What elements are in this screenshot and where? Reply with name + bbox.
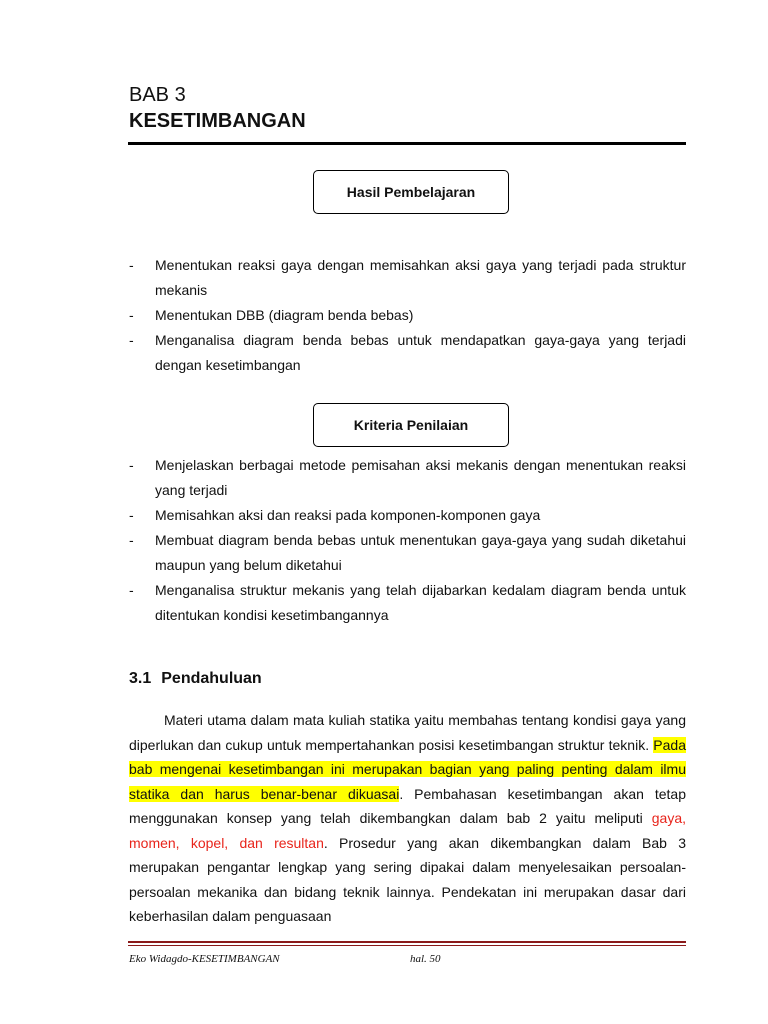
section-title: Pendahuluan — [161, 670, 262, 687]
list-marker: - — [129, 507, 134, 523]
list-item-text: Menganalisa diagram benda bebas untuk mendapatkan gaya-gaya yang terjadi dengan kesetimbangan — [155, 332, 686, 373]
section-heading — [129, 670, 262, 688]
learning-outcomes-heading-box — [313, 170, 509, 214]
list-item-text: Menganalisa struktur mekanis yang telah dijabarkan kedalam diagram benda untuk ditentukan kondisi kesetimbangannya — [155, 582, 686, 623]
list-item-text: Menjelaskan berbagai metode pemisahan aksi mekanis dengan menentukan reaksi yang terjadi — [155, 457, 686, 498]
paragraph-text: . Prosedur yang akan dikembangkan dalam Bab 3 merupakan pengantar lengkap yang sering dipakai dalam menyelesaikan persoalan-persoalan mekanika dan bidang teknik lainnya. Pendekatan ini merupakan dasar dari keberhasilan dalam penguasaan — [129, 834, 687, 924]
learning-outcomes-heading: Hasil Pembelajaran — [346, 184, 476, 200]
chapter-label: BAB 3 — [129, 84, 186, 106]
intro-paragraph — [129, 708, 686, 929]
footer-divider — [128, 941, 686, 943]
list-marker: - — [129, 307, 134, 323]
list-marker: - — [129, 532, 134, 548]
list-item-text: Menentukan reaksi gaya dengan memisahkan aksi gaya yang terjadi pada struktur mekanis — [155, 257, 686, 298]
list-marker: - — [129, 457, 134, 473]
list-item-text: Membuat diagram benda bebas untuk menentukan gaya-gaya yang sudah diketahui maupun yang belum diketahui — [155, 532, 686, 573]
chapter-title: KESETIMBANGAN — [129, 110, 306, 132]
highlighted-text: Pada bab mengenai kesetimbangan ini merupakan bagian yang paling penting dalam ilmu statika dan harus benar-benar dikuasai — [129, 736, 686, 802]
red-emphasis-text: gaya, momen, kopel, dan resultan — [129, 810, 686, 851]
assessment-criteria-heading-box — [313, 403, 509, 447]
footer-divider-thin — [128, 945, 686, 946]
list-marker: - — [129, 332, 134, 348]
list-item — [129, 528, 686, 578]
list-item-text: Menentukan DBB (diagram benda bebas) — [155, 307, 414, 323]
learning-outcomes-list — [129, 253, 686, 378]
list-marker: - — [129, 582, 134, 598]
list-item — [129, 328, 686, 378]
list-marker: - — [129, 257, 134, 273]
paragraph-text: Materi utama dalam mata kuliah statika yaitu membahas tentang kondisi gaya yang diperlukan dan cukup untuk mempertahankan posisi kesetimbangan struktur teknik. — [129, 712, 686, 753]
assessment-criteria-heading: Kriteria Penilaian — [353, 417, 469, 433]
list-item-text: Memisahkan aksi dan reaksi pada komponen-komponen gaya — [155, 507, 541, 523]
list-item — [129, 453, 686, 503]
footer-author: Eko Widagdo-KESETIMBANGAN — [129, 953, 280, 965]
list-item — [129, 578, 686, 628]
list-item — [129, 503, 686, 528]
title-divider — [128, 142, 686, 145]
list-item — [129, 253, 686, 303]
section-number: 3.1 — [129, 670, 152, 687]
paragraph-text: . Pembahasan kesetimbangan akan tetap menggunakan konsep yang telah dikembangkan dalam bab 2 yaitu meliputi — [129, 785, 686, 826]
assessment-criteria-list — [129, 453, 686, 628]
list-item — [129, 303, 686, 328]
footer-page-number: hal. 50 — [410, 953, 441, 965]
